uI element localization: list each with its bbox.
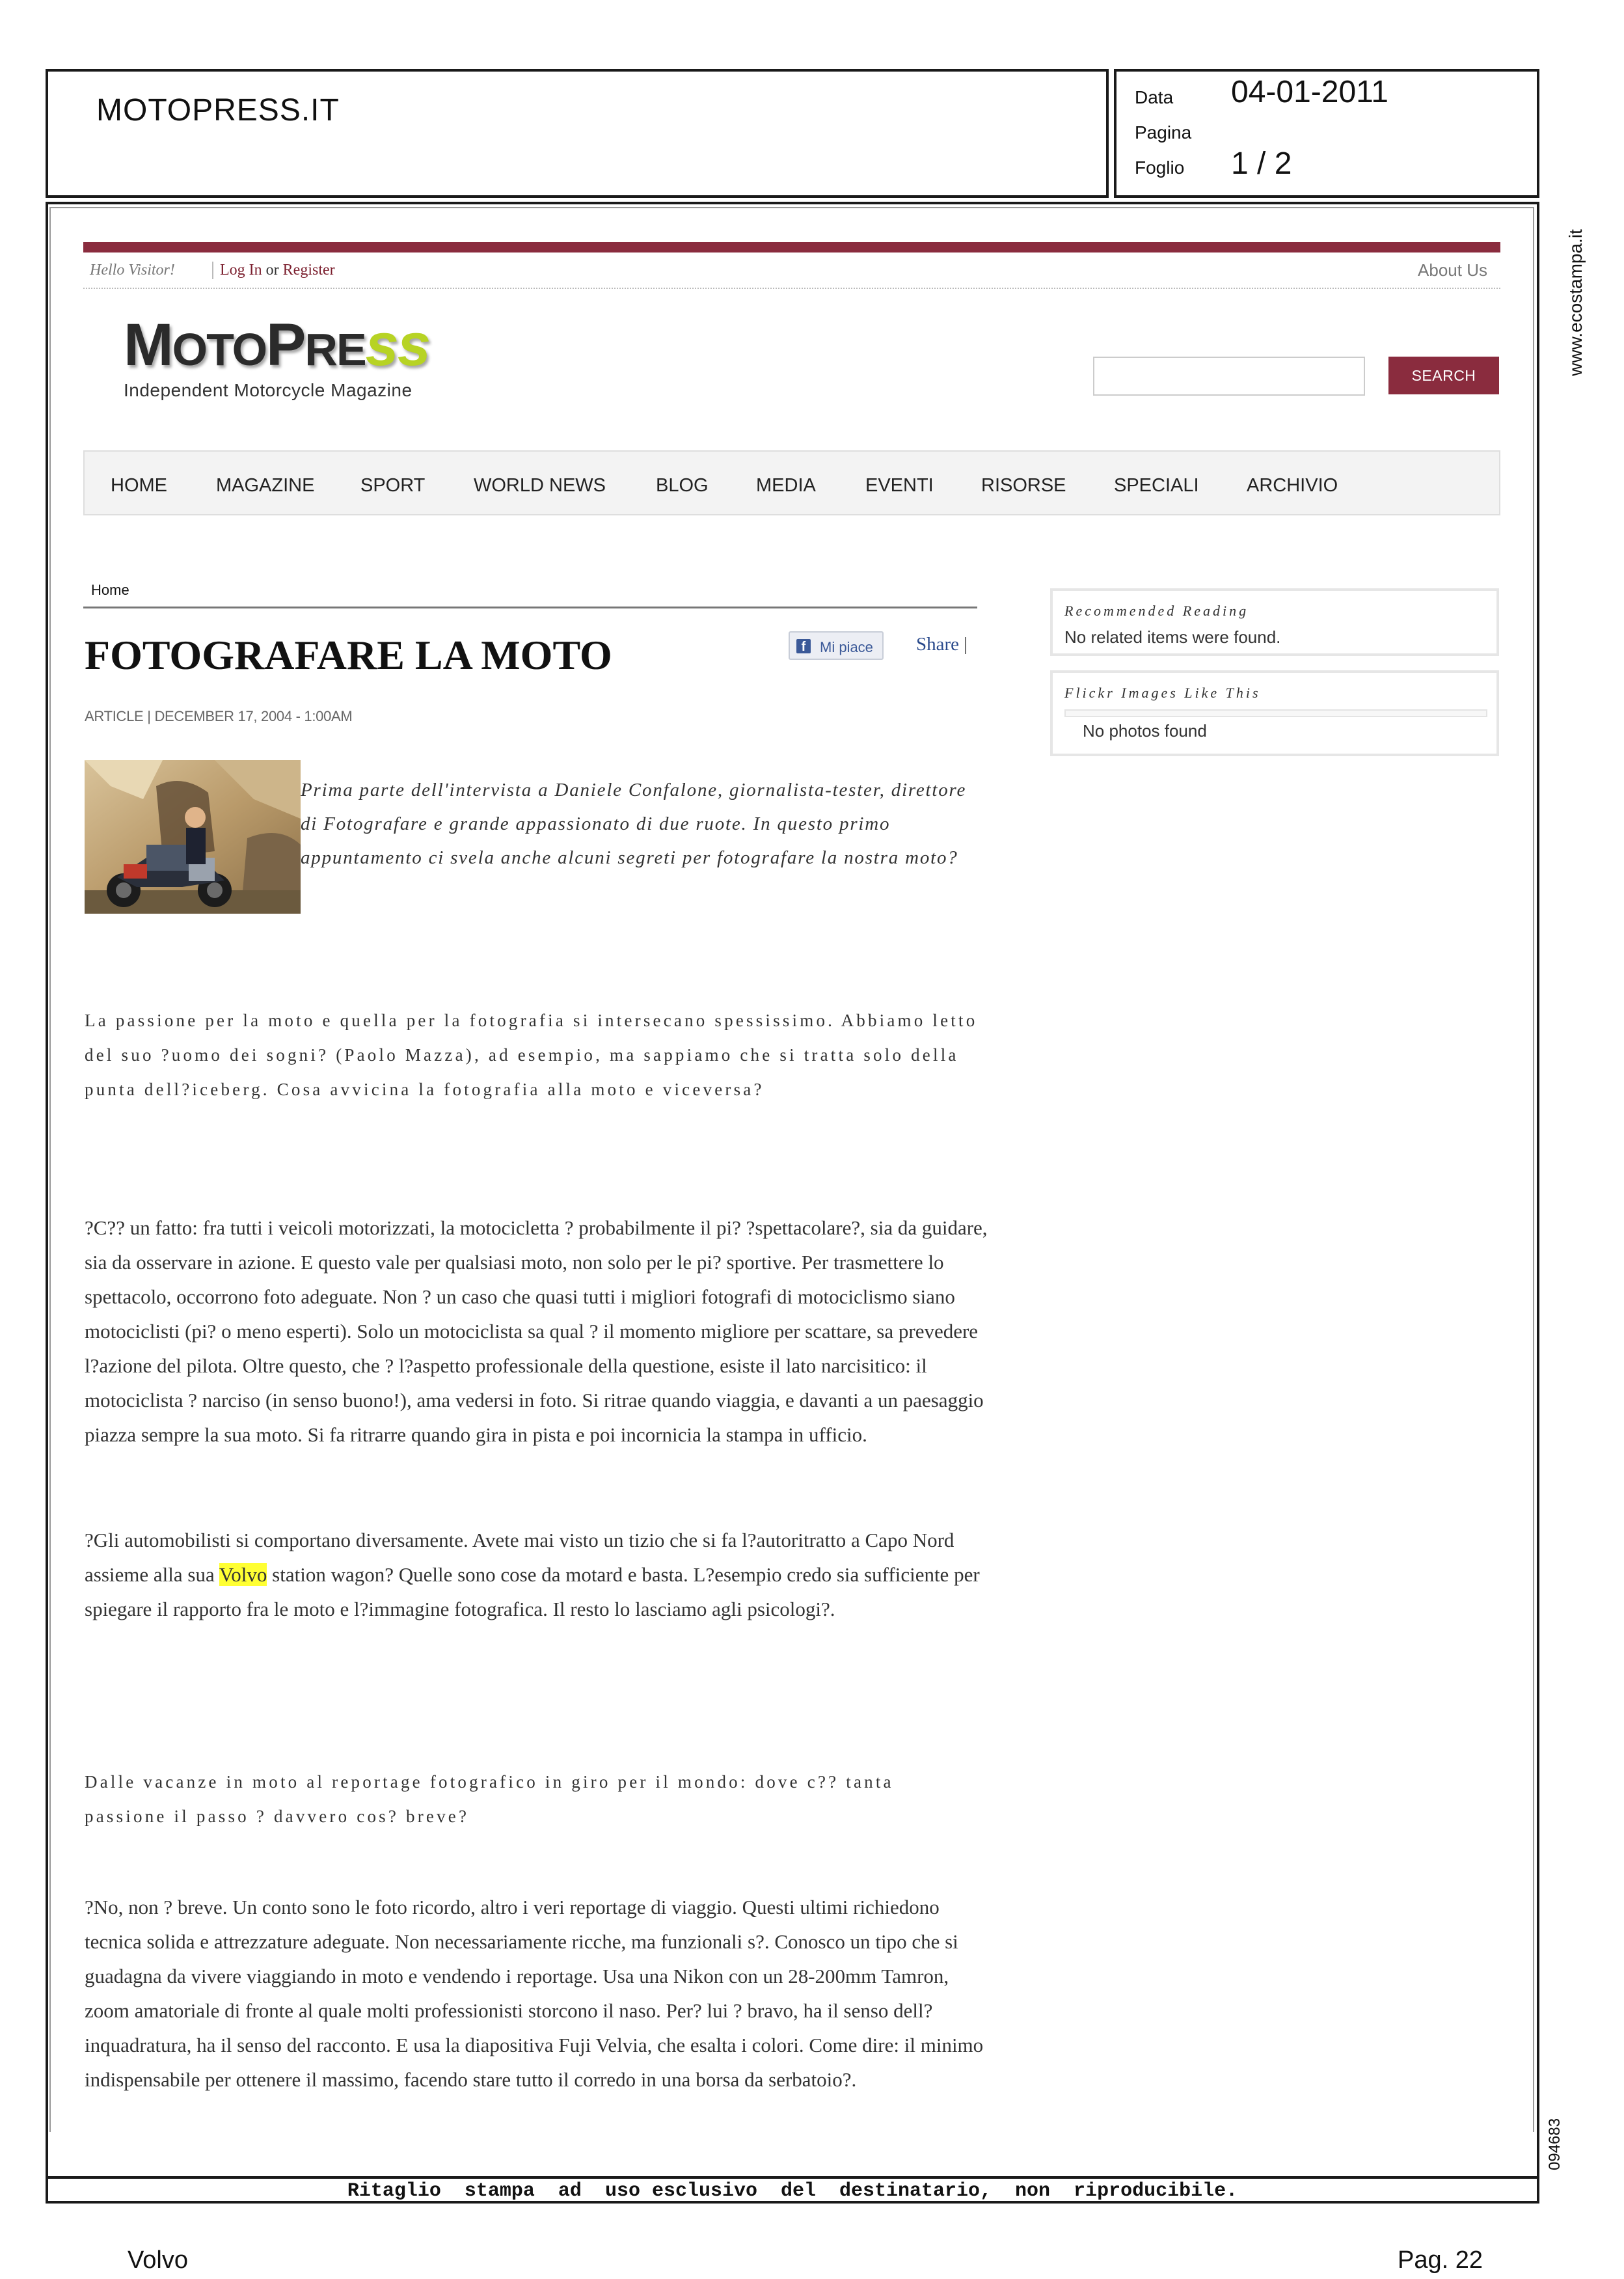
clipping-meta-box (1114, 69, 1539, 198)
or-text: or (265, 262, 279, 279)
answer-1-before: ?Gli automobilisti si comportano diversamente. Avete mai visto un tizio che si fa l?autoritratto a Capo Nord assieme alla sua (85, 1529, 954, 1586)
share-separator: | (964, 634, 968, 655)
breadcrumb-divider (83, 607, 977, 608)
clipping-source-box (46, 69, 1109, 198)
article-photo (85, 760, 301, 914)
interview-answer-1-continued (85, 1523, 989, 1626)
facebook-icon: f (796, 639, 811, 653)
interview-question-1: La passione per la moto e quella per la fotografia si intersecano spessissimo. Abbiamo letto del suo ?uomo dei sogni? (Paolo Mazza), ad esempio, ma sappiamo che si tratta solo della punta dell?iceberg. Cosa avvicina la fotografia alla moto e viceversa? (85, 1011, 978, 1099)
nav-risorse[interactable]: RISORSE (981, 475, 1066, 496)
footer-page: Pag. 22 (1398, 2246, 1483, 2274)
interview-question-2: Dalle vacanze in moto al reportage fotografico in giro per il mondo: dove c?? tanta passione il passo ? davvero cos? breve? (85, 1772, 894, 1826)
disclaimer-divider (46, 2176, 1539, 2179)
highlighted-brand: Volvo (219, 1563, 267, 1586)
article-title: FOTOGRAFARE LA MOTO (85, 632, 612, 678)
clipping-disclaimer: Ritaglio stampa ad uso esclusivo del destinatario, non riproducibile. (347, 2180, 1238, 2202)
share-control (916, 634, 968, 655)
nav-home[interactable]: HOME (111, 475, 167, 496)
recommended-reading-empty: No related items were found. (1064, 627, 1281, 647)
user-bar (83, 259, 1500, 289)
main-nav (83, 450, 1500, 515)
nav-media[interactable]: MEDIA (756, 475, 816, 496)
interview-answer-1: ?C?? un fatto: fra tutti i veicoli motorizzati, la motocicletta ? probabilmente il pi? ?spettacolare?, sia da guidare, sia da osservare in azione. E questo vale per qualsiasi moto, non solo per le pi? sportive. Per trasmettere lo spettacolo, occorrono foto adeguate. Non ? un caso che quasi tutti i migliori fotografi di motociclismo siano motociclisti (pi? o meno esperti). Solo un motociclista sa qual ? il momento migliore per scattare, sa prevedere l?azione del pilota. Oltre questo, che ? l?aspetto professionale della questione, esiste il lato narcisitico: il motociclista ? narciso (in senso buono!), ama vedersi in foto. Si ritrae quando viaggia, e davanti a un paesaggio piazza sempre la sua moto. Si fa ritrarre quando gira in pista e poi incornicia la stampa in ufficio. (85, 1216, 988, 1446)
recommended-reading-title: Recommended Reading (1064, 603, 1249, 619)
answer-1-after: station wagon? Quelle sono cose da motard e basta. L?esempio credo sia sufficiente per spiegare il rapporto fra le moto e l?immagine fotografica. Il resto lo lasciamo agli psicologi?. (85, 1563, 980, 1620)
article-lead: Prima parte dell'intervista a Daniele Confalone, giornalista-tester, direttore di Fotografare e grande appassionato di due ruote. In questo primo appuntamento ci svela anche alcuni segreti per fotografare la nostra moto? (301, 780, 967, 868)
login-link[interactable]: Log In (220, 262, 262, 279)
logo-wordmark: MOTOPREss (124, 312, 429, 378)
nav-blog[interactable]: BLOG (656, 475, 709, 496)
page-label: Pagina (1135, 122, 1192, 143)
nav-speciali[interactable]: SPECIALI (1114, 475, 1199, 496)
side-site-label (1563, 215, 1589, 390)
logo-tagline: Independent Motorcycle Magazine (124, 380, 413, 400)
sheet-value: 1 / 2 (1231, 146, 1292, 181)
nav-sport[interactable]: SPORT (360, 475, 426, 496)
date-value: 04-01-2011 (1231, 75, 1388, 109)
sheet-label: Foglio (1135, 157, 1185, 178)
breadcrumb[interactable]: Home (91, 582, 129, 598)
date-label: Data (1135, 87, 1174, 107)
flickr-title: Flickr Images Like This (1064, 685, 1261, 701)
side-code-label (1543, 2108, 1567, 2180)
like-label: Mi piace (820, 639, 873, 655)
article-meta: ARTICLE | DECEMBER 17, 2004 - 1:00AM (85, 708, 353, 724)
clipping-source: MOTOPRESS.IT (96, 93, 340, 128)
search-input[interactable] (1093, 357, 1365, 396)
facebook-like-button[interactable] (789, 631, 884, 660)
flickr-widget (1050, 670, 1499, 756)
nav-world-news[interactable]: WORLD NEWS (474, 475, 606, 496)
nav-eventi[interactable]: EVENTI (865, 475, 934, 496)
login-links (212, 262, 335, 279)
side-site-text: www.ecostampa.it (1565, 229, 1586, 376)
side-code-text: 094683 (1546, 2118, 1563, 2171)
interview-answer-2: ?No, non ? breve. Un conto sono le foto ricordo, altro i veri reportage di viaggio. Questi ultimi richiedono tecnica solida e attrezzature adeguate. Non necessariamente ricche, ma funzionali s?. Conosco un tipo che si guadagna da vivere viaggiando in moto e vendendo i reportage. Usa una Nikon con un 28-200mm Tamron, zoom amatoriale di fronte al quale molti professionisti storcono il naso. Per? lui ? bravo, ha il senso dell?inquadratura, ha il senso del racconto. E usa la diapositiva Fuji Velvia, che esalta i colori. Come dire: il minimo indispensabile per ottenere il massimo, facendo stare tutto il corredo in una borsa da serbatoio?. (85, 1896, 984, 2091)
share-link[interactable]: Share (916, 634, 960, 655)
flickr-empty: No photos found (1083, 721, 1207, 741)
about-link[interactable]: About Us (1418, 260, 1487, 280)
recommended-reading-widget (1050, 588, 1499, 656)
site-logo[interactable] (124, 311, 488, 409)
register-link[interactable]: Register (282, 262, 335, 279)
search-button[interactable]: SEARCH (1388, 357, 1499, 394)
flickr-strip (1064, 709, 1487, 717)
nav-magazine[interactable]: MAGAZINE (216, 475, 315, 496)
brand-top-bar (83, 242, 1500, 252)
nav-archivio[interactable]: ARCHIVIO (1247, 475, 1338, 496)
footer-brand: Volvo (128, 2246, 188, 2274)
greeting: Hello Visitor! (90, 262, 175, 279)
